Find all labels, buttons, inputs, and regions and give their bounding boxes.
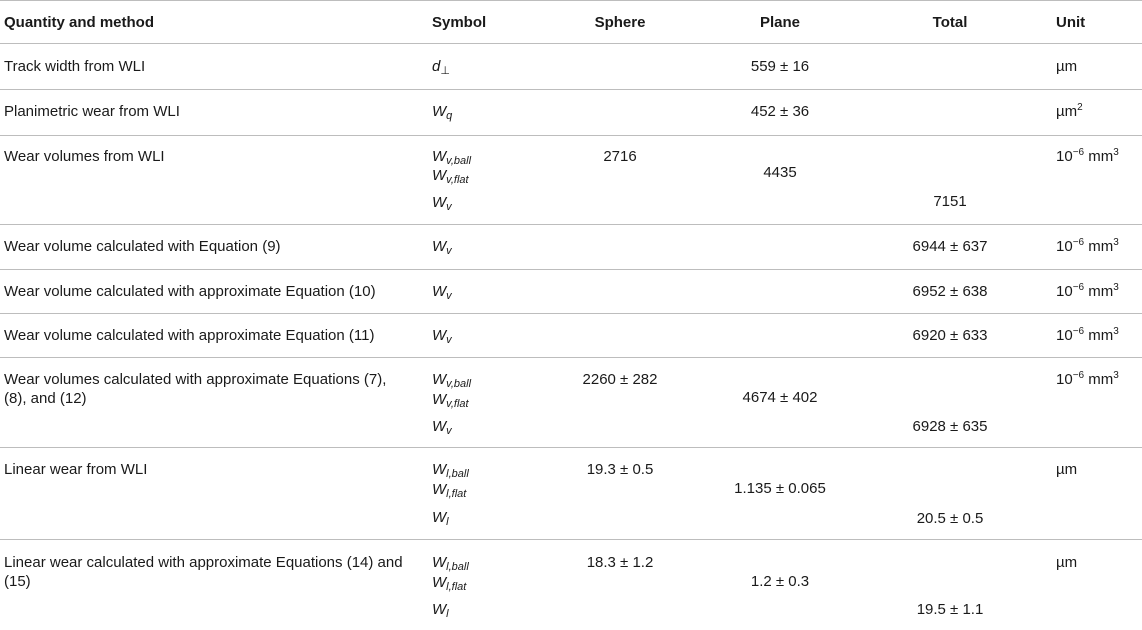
table-row	[0, 314, 1142, 358]
row-symbol: $W_{l,flat}$	[432, 481, 467, 500]
row-unit: µm	[1056, 461, 1078, 478]
row-symbol: $W_{l,ball}$	[432, 554, 469, 573]
table-row	[0, 90, 1142, 136]
row-symbol: $W_v$	[432, 194, 452, 213]
row-unit: $10^{-6}$ $mm^3$	[1056, 282, 1119, 300]
row-total: 6952 ± 638	[912, 283, 988, 300]
row-unit: µm	[1056, 554, 1078, 571]
row-sphere: 2260 ± 282	[582, 371, 658, 388]
table-header	[0, 0, 1142, 44]
header-total: Total	[932, 14, 968, 31]
row-symbol: $W_v$	[432, 418, 452, 437]
row-method: Linear wear from WLI	[4, 461, 148, 478]
row-total: 7151	[933, 193, 967, 210]
row-plane: 4435	[763, 164, 797, 181]
table-row	[0, 358, 1142, 448]
row-plane: 452 ± 36	[750, 103, 810, 120]
row-symbol: $W_{v,ball}$	[432, 148, 472, 167]
header-plane: Plane	[759, 14, 801, 31]
row-symbol: $W_v$	[432, 238, 452, 257]
row-method: Wear volume calculated with approximate Equation (10)	[4, 283, 376, 300]
table-row	[0, 540, 1142, 630]
row-total: 6944 ± 637	[912, 238, 988, 255]
row-unit: $10^{-6}$ $mm^3$	[1056, 147, 1119, 165]
row-method: Wear volume calculated with approximate Equation (11)	[4, 327, 375, 344]
row-plane: 1.2 ± 0.3	[750, 573, 810, 590]
row-plane: 4674 ± 402	[742, 389, 818, 406]
row-symbol: $W_v$	[432, 283, 452, 302]
table-row	[0, 270, 1142, 314]
row-total: 6928 ± 635	[912, 418, 988, 435]
row-symbol: $W_{v,flat}$	[432, 391, 469, 410]
row-plane: 559 ± 16	[750, 58, 810, 75]
row-symbol: $W_{l,ball}$	[432, 461, 469, 480]
row-symbol: $W_l$	[432, 509, 449, 528]
row-method: Planimetric wear from WLI	[4, 103, 180, 120]
header-symbol: Symbol	[432, 14, 487, 31]
row-method: Linear wear calculated with approximate Equations (14) and (15)	[4, 554, 403, 590]
row-unit: µm	[1056, 58, 1078, 75]
row-symbol: $W_{v,flat}$	[432, 167, 469, 186]
row-symbol: $W_l$	[432, 601, 449, 620]
row-symbol: $W_q$	[432, 103, 453, 122]
row-symbol: $W_v$	[432, 327, 452, 346]
table-row	[0, 225, 1142, 270]
row-sphere: 19.3 ± 0.5	[586, 461, 654, 478]
table-row	[0, 136, 1142, 225]
row-sphere: 18.3 ± 1.2	[586, 554, 654, 571]
row-sphere: 2716	[603, 148, 637, 165]
row-method: Wear volumes from WLI	[4, 148, 165, 165]
row-unit: $10^{-6}$ $mm^3$	[1056, 370, 1119, 388]
row-total: 20.5 ± 0.5	[916, 510, 984, 527]
row-unit: $10^{-6}$ $mm^3$	[1056, 326, 1119, 344]
row-symbol: $d_\perp$	[432, 58, 450, 77]
row-total: 6920 ± 633	[912, 327, 988, 344]
row-unit: $10^{-6}$ $mm^3$	[1056, 237, 1119, 255]
row-unit: µm$^2$	[1056, 102, 1083, 120]
table-row	[0, 44, 1142, 90]
row-symbol: $W_{v,ball}$	[432, 371, 472, 390]
row-method: Wear volume calculated with Equation (9)	[4, 238, 281, 255]
row-method: Wear volumes calculated with approximate Equations (7), (8), and (12)	[4, 371, 387, 407]
header-sphere: Sphere	[594, 14, 646, 31]
table-row	[0, 448, 1142, 540]
row-total: 19.5 ± 1.1	[916, 601, 984, 618]
header-method: Quantity and method	[4, 14, 154, 31]
row-symbol: $W_{l,flat}$	[432, 574, 467, 593]
row-method: Track width from WLI	[4, 58, 146, 75]
row-plane: 1.135 ± 0.065	[734, 480, 826, 497]
header-unit: Unit	[1056, 14, 1086, 31]
